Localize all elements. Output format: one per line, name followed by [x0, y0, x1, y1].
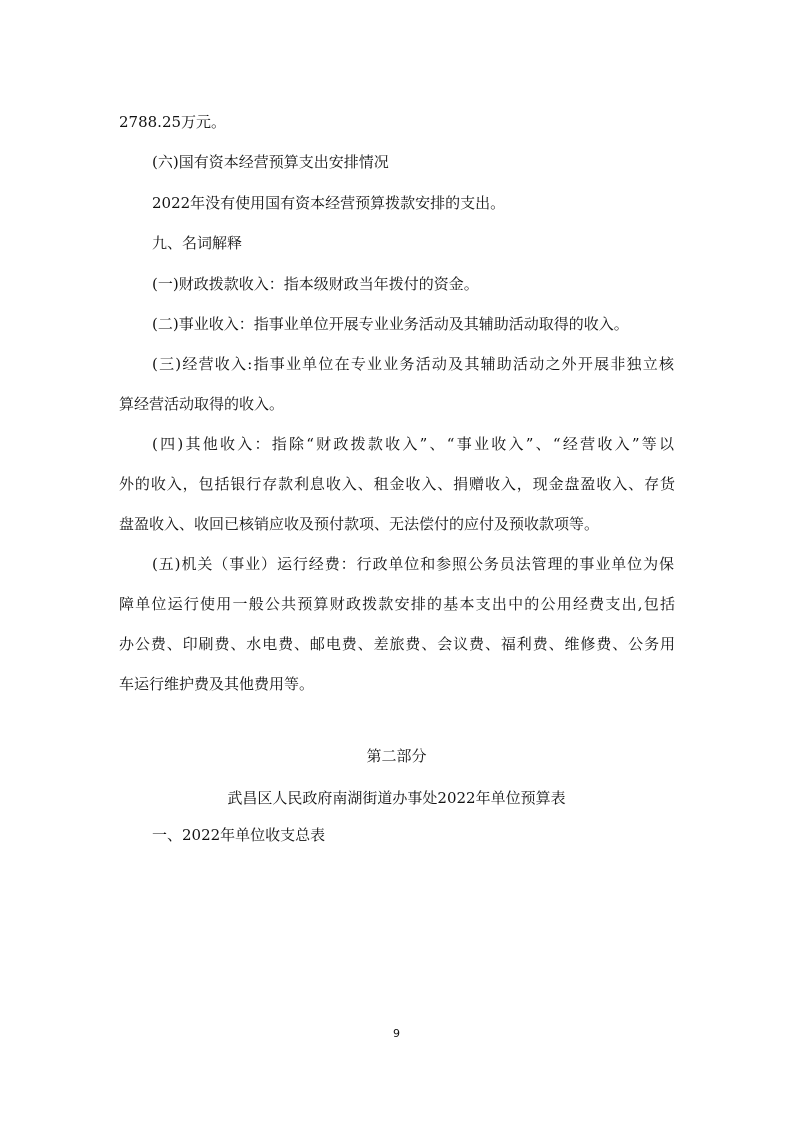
- section-6-text: 2022年没有使用国有资本经营预算拨款安排的支出。: [152, 194, 506, 212]
- term-3-operating-income-line-2: 算经营活动取得的收入。: [119, 395, 285, 413]
- term-5-operating-expenses-line-1: (五)机关（事业）运行经费：行政单位和参照公务员法管理的事业单位为保: [152, 555, 674, 573]
- section-9-heading: 九、名词解释: [152, 234, 243, 252]
- term-4-other-income-line-1: (四)其他收入：指除“财政拨款收入”、“事业收入”、“经营收入”等以: [152, 435, 674, 453]
- section-6-heading: (六)国有资本经营预算支出安排情况: [152, 153, 389, 171]
- page-number: 9: [393, 1027, 400, 1040]
- term-5-operating-expenses-line-4: 车运行维护费及其他费用等。: [119, 675, 315, 693]
- term-2-business-income: (二)事业收入：指事业单位开展专业业务活动及其辅助活动取得的收入。: [152, 315, 629, 333]
- term-5-operating-expenses-line-2: 障单位运行使用一般公共预算财政拨款安排的基本支出中的公用经费支出,包括: [119, 595, 675, 613]
- paragraph-continuation: 2788.25万元。: [119, 113, 227, 131]
- table-1-heading: 一、2022年单位收支总表: [152, 826, 326, 844]
- term-3-operating-income-line-1: (三)经营收入:指事业单位在专业业务活动及其辅助活动之外开展非独立核: [152, 355, 674, 373]
- term-4-other-income-line-2: 外的收入，包括银行存款利息收入、租金收入、捐赠收入，现金盘盈收入、存货: [119, 475, 675, 493]
- term-5-operating-expenses-line-3: 办公费、印刷费、水电费、邮电费、差旅费、会议费、福利费、维修费、公务用: [119, 635, 675, 653]
- term-4-other-income-line-3: 盘盈收入、收回已核销应收及预付款项、无法偿付的应付及预收款项等。: [119, 515, 600, 533]
- part-2-subtitle: 武昌区人民政府南湖街道办事处2022年单位预算表: [227, 789, 566, 807]
- part-2-title: 第二部分: [366, 747, 427, 765]
- term-1-fiscal-allocation-income: (一)财政拨款收入：指本级财政当年拨付的资金。: [152, 275, 479, 293]
